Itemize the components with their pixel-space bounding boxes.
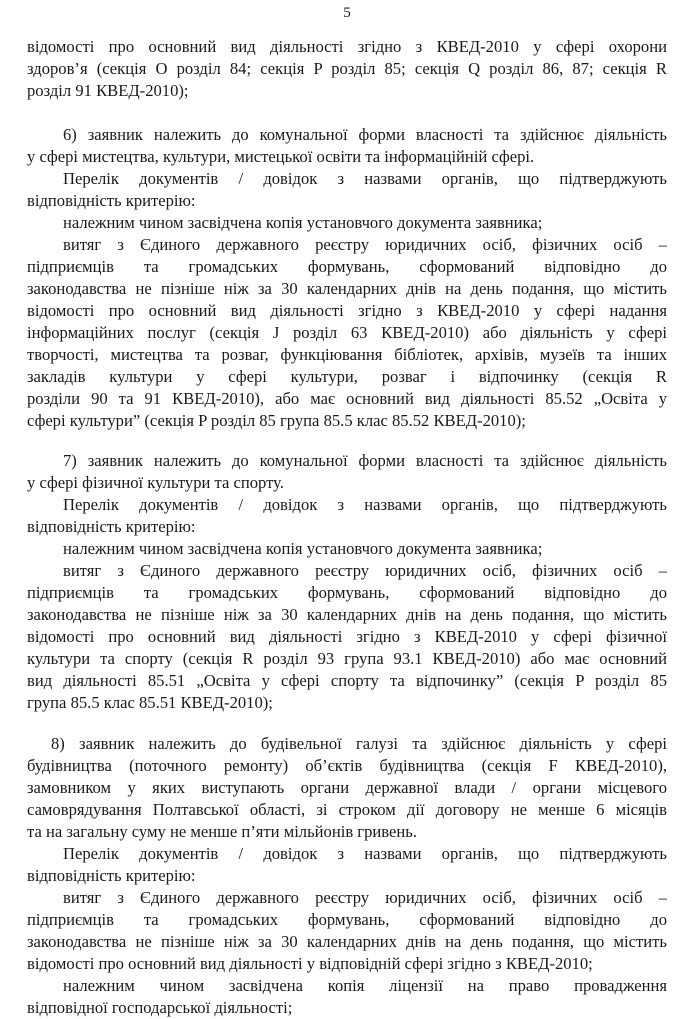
paragraph-line: підприємців та громадських формувань, сформований відповідно до xyxy=(27,583,667,602)
paragraph-line: належним чином засвідчена копія установчого документа заявника; xyxy=(63,539,543,558)
paragraph-line: Перелік документів / довідок з назвами органів, що підтверджують xyxy=(63,495,667,514)
paragraph-line: Перелік документів / довідок з назвами органів, що підтверджують xyxy=(63,844,667,863)
paragraph-line: група 85.5 клас 85.51 КВЕД-2010); xyxy=(27,693,273,712)
paragraph-line: у сфері фізичної культури та спорту. xyxy=(27,473,284,492)
paragraph-line: відомості про основний вид діяльності згідно з КВЕД-2010 у сфері охорони xyxy=(27,37,667,56)
paragraph-line: замовником у яких виступають органи державної влади / органи місцевого xyxy=(27,778,667,797)
paragraph-line: будівництва (поточного ремонту) об’єктів будівництва (секція F КВЕД-2010), xyxy=(27,756,667,775)
paragraph-line: відповідної господарської діяльності; xyxy=(27,998,293,1017)
paragraph-line: самоврядування Полтавської області, зі строком дії договору не менше 6 місяців xyxy=(27,800,667,819)
paragraph-line: інформаційних послуг (секція J розділ 63 КВЕД-2010) або діяльність у сфері xyxy=(27,323,667,342)
paragraph-line: витяг з Єдиного державного реєстру юридичних осіб, фізичних осіб – xyxy=(63,235,667,254)
paragraph-line: підприємців та громадських формувань, сформований відповідно до xyxy=(27,257,667,276)
paragraph-line: належним чином засвідчена копія установчого документа заявника; xyxy=(63,213,543,232)
paragraph-line: вид діяльності 85.51 „Освіта у сфері спорту та відпочинку” (секція P розділ 85 xyxy=(27,671,667,690)
paragraph-line: відомості про основний вид діяльності згідно з КВЕД-2010 у сфері надання xyxy=(27,301,667,320)
page-number: 5 xyxy=(343,5,351,21)
paragraph-line: витяг з Єдиного державного реєстру юридичних осіб, фізичних осіб – xyxy=(63,888,667,907)
paragraph-line: здоров’я (секція O розділ 84; секція P розділ 85; секція Q розділ 86, 87; секція R xyxy=(27,59,667,78)
paragraph-line: підприємців та громадських формувань, сформований відповідно до xyxy=(27,910,667,929)
paragraph-line: 7) заявник належить до комунальної форми власності та здійснює діяльність xyxy=(63,451,667,470)
paragraph-line: відповідність критерію: xyxy=(27,191,196,210)
paragraph-line: розділи 90 та 91 КВЕД-2010), або має основний вид діяльності 85.52 „Освіта у xyxy=(27,389,667,408)
paragraph-line: належним чином засвідчена копія ліцензії на право провадження xyxy=(63,976,667,995)
paragraph-line: культури та спорту (секція R розділ 93 група 93.1 КВЕД-2010) або має основний xyxy=(27,649,667,668)
paragraph-line: та на загальну суму не менше п’яти мільйонів гривень. xyxy=(27,822,417,841)
paragraph-line: відповідність критерію: xyxy=(27,517,196,536)
paragraph-line: відомості про основний вид діяльності згідно з КВЕД-2010 у сфері фізичної xyxy=(27,627,667,646)
paragraph-line: законодавства не пізніше ніж за 30 календарних днів на день подання, що містить xyxy=(27,605,667,624)
paragraph-line: відомості про основний вид діяльності у відповідній сфері згідно з КВЕД-2010; xyxy=(27,954,593,973)
paragraph-line: у сфері мистецтва, культури, мистецької освіти та інформаційній сфері. xyxy=(27,147,535,166)
paragraph-line: закладів культури у сфері культури, розваг і відпочинку (секція R xyxy=(27,367,667,386)
paragraph-line: витяг з Єдиного державного реєстру юридичних осіб, фізичних осіб – xyxy=(63,561,667,580)
paragraph-line: 6) заявник належить до комунальної форми власності та здійснює діяльність xyxy=(63,125,667,144)
paragraph-line: розділ 91 КВЕД-2010); xyxy=(27,81,189,100)
paragraph-line: відповідність критерію: xyxy=(27,866,196,885)
paragraph-line: сфері культури” (секція P розділ 85 група 85.5 клас 85.52 КВЕД-2010); xyxy=(27,411,526,430)
paragraph-line: Перелік документів / довідок з назвами органів, що підтверджують xyxy=(63,169,667,188)
paragraph-line: 8) заявник належить до будівельної галузі та здійснює діяльність у сфері xyxy=(51,734,667,753)
paragraph-line: законодавства не пізніше ніж за 30 календарних днів на день подання, що містить xyxy=(27,279,667,298)
paragraph-line: творчості, мистецтва та розваг, функціювання бібліотек, архівів, музеїв та інших xyxy=(27,345,667,364)
paragraph-line: законодавства не пізніше ніж за 30 календарних днів на день подання, що містить xyxy=(27,932,667,951)
